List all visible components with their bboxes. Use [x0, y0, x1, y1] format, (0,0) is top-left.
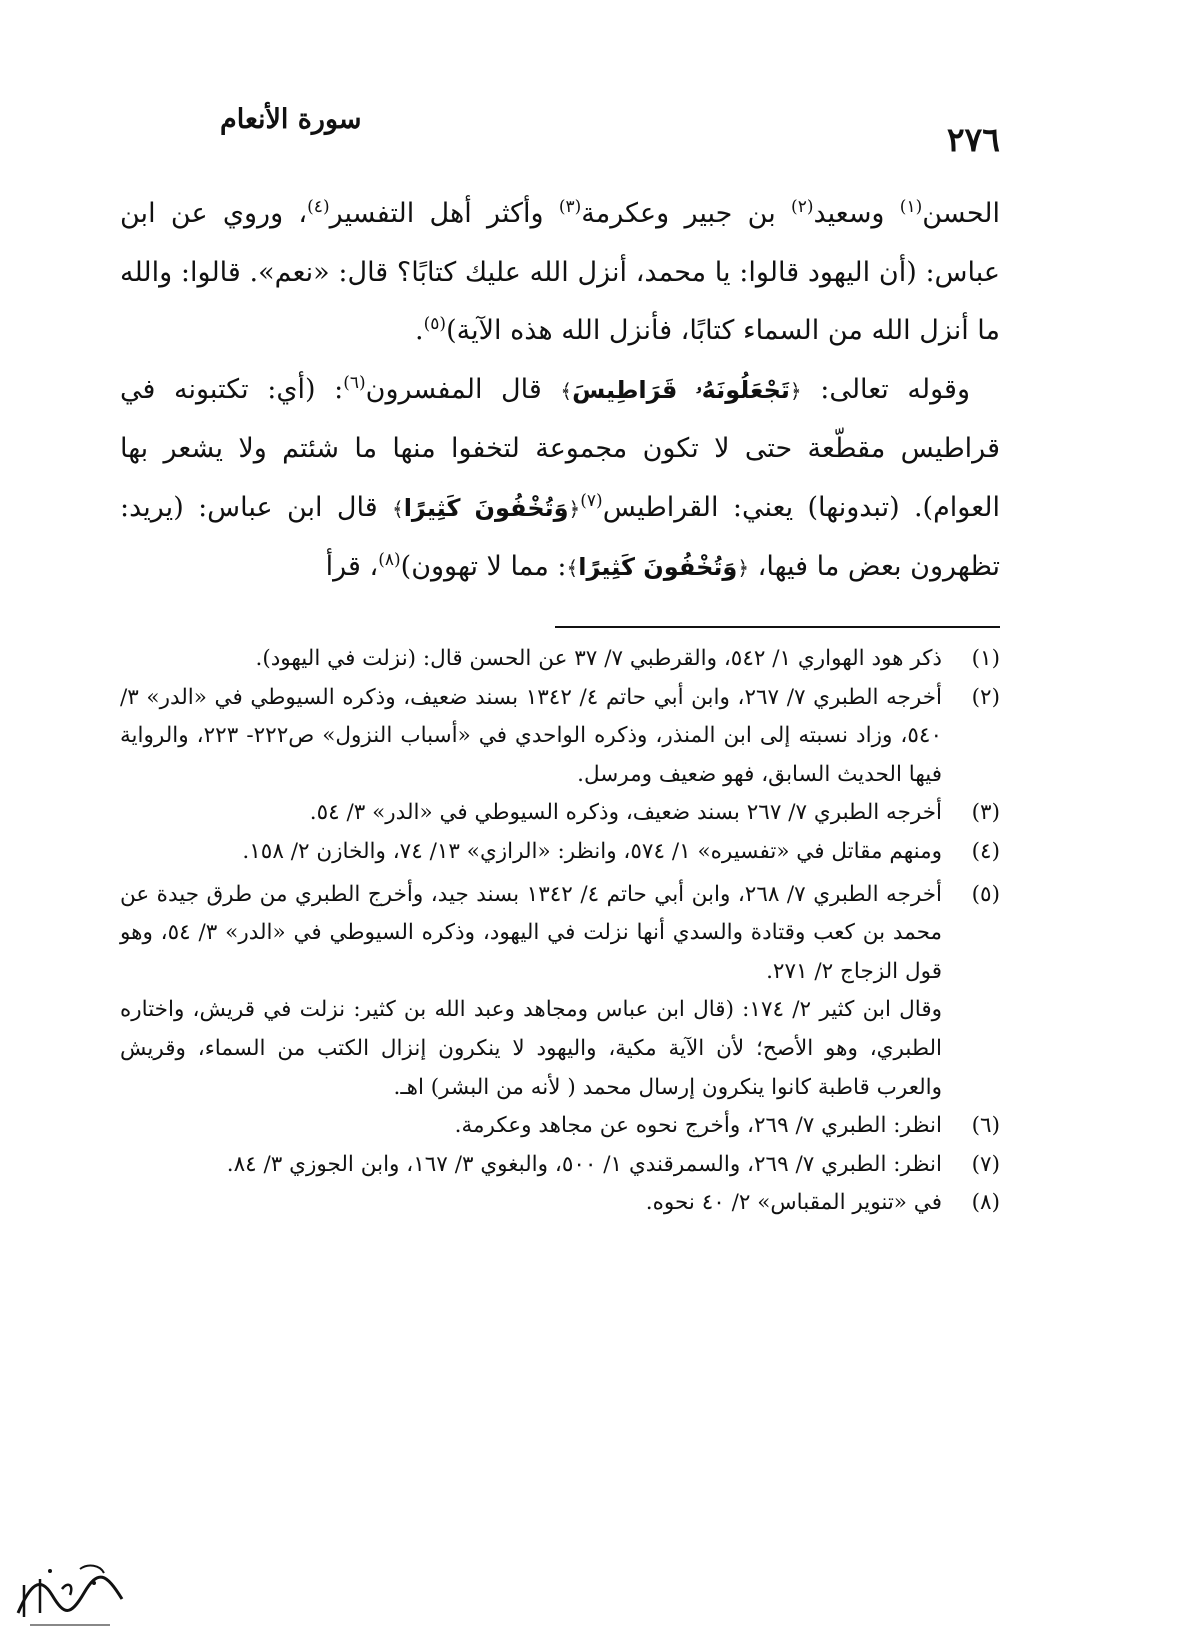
text-run: .	[415, 315, 424, 346]
footnote-text: أخرجه الطبري ٧/ ٢٦٧ بسند ضعيف، وذكره السيوطي في «الدر» ٣/ ٥٤.	[309, 800, 942, 826]
text-run: بن جبير وعكرمة	[581, 198, 792, 229]
paragraph-1	[120, 185, 1000, 361]
footnote-number: (٦)	[971, 1113, 1000, 1139]
text-run: وأكثر أهل التفسير	[329, 198, 559, 229]
footnote-number: (٧)	[971, 1151, 1000, 1177]
footnote-6	[120, 1107, 1000, 1146]
footnote-ref: (٢)	[791, 197, 814, 217]
footnote-text: أخرجه الطبري ٧/ ٢٦٧، وابن أبي حاتم ٤/ ١٣٤٢ بسند ضعيف، وذكره السيوطي في «الدر» ٣/ ٥٤٠، وزاد نسبته إلى ابن المنذر، وذكره الواحدي في «أسباب النزول» ص٢٢٢- ٢٢٣، والرواية فيها الحديث السابق، فهو ضعيف ومرسل.	[120, 684, 943, 787]
footnote-text-continued: وقال ابن كثير ٢/ ١٧٤: (قال ابن عباس ومجاهد وعبد الله بن كثير: نزلت في قريش، واختاره الطبري، وهو الأصح؛ لأن الآية مكية، واليهود لا ينكرون إنزال الكتب من السماء، وقريش والعرب قاطبة كانوا ينكرون إرسال محمد ( لأنه من البشر) اهـ.	[120, 997, 942, 1100]
footnote-ref: (٦)	[343, 372, 366, 393]
text-run: ، قرأ	[325, 551, 379, 582]
main-text	[120, 185, 1000, 598]
footnote-text: انظر: الطبري ٧/ ٢٦٩، وأخرج نحوه عن مجاهد وعكرمة.	[454, 1113, 942, 1139]
footnote-ref: (٥)	[423, 314, 447, 334]
quran-verse: تَجْعَلُونَهُۥ قَرَاطِيسَ	[572, 375, 790, 404]
footnote-ref: (٧)	[580, 490, 603, 511]
footnote-number: (٢)	[971, 684, 1000, 710]
footnote-number: (٥)	[971, 881, 1000, 907]
footnote-7	[120, 1146, 1000, 1185]
footnote-5	[120, 876, 1000, 1108]
footnote-text: أخرجه الطبري ٧/ ٢٦٨، وابن أبي حاتم ٤/ ١٣٤٢ بسند جيد، وأخرج الطبري من طرق جيدة عن محمد بن كعب وقتادة والسدي أنها نزلت في اليهود، وذكره السيوطي في «الدر» ٣/ ٥٤، وهو قول الزجاج ٢/ ٢٧١.	[120, 881, 942, 984]
quran-bracket-open: ﴿	[568, 496, 581, 521]
footnote-ref: (٨)	[378, 550, 401, 570]
footnote-number: (٨)	[971, 1190, 1000, 1216]
page-number: ٢٧٦	[946, 120, 1000, 159]
quran-bracket-open: ﴿	[789, 378, 802, 403]
text-run: ، وروي عن ابن عباس: (أن اليهود قالوا: يا محمد، أنزل الله عليك كتابًا؟ قال: «نعم». قالوا: والله ما أنزل الله من السماء كتابًا، فأنزل الله هذه الآية)	[120, 198, 1000, 346]
footnote-number: (٤)	[971, 838, 1000, 864]
footnote-text: ذكر هود الهواري ١/ ٥٤٢، والقرطبي ٧/ ٣٧ عن الحسن قال: (نزلت في اليهود).	[255, 646, 942, 671]
footnote-1	[120, 640, 1000, 679]
footnote-8	[120, 1184, 1000, 1223]
surah-title: سورة الأنعام	[220, 104, 362, 135]
text-run: قال المفسرون	[365, 373, 561, 405]
quran-verse: وَتُخْفُونَ كَثِيرًا	[578, 553, 738, 581]
quran-verse: وَتُخْفُونَ كَثِيرًا	[403, 493, 569, 522]
text-run: قال ابن عباس: (يريد: تظهرون بعض ما فيها،	[120, 491, 1000, 582]
quran-bracket-close: ﴾	[560, 378, 573, 403]
quran-bracket-close: ﴾	[566, 556, 579, 580]
footnote-ref: (٤)	[307, 197, 330, 217]
text-run: : (أي: تكتبونه في قراطيس مقطّعة حتى لا تكون مجموعة لتخفوا منها ما شئتم ولا يشعر بها العوام). (تبدونها) يعني: القراطيس	[120, 373, 1001, 523]
paragraph-2	[120, 361, 1000, 598]
footnote-ref: (٣)	[558, 197, 582, 217]
text-run: : مما لا تهوون)	[400, 551, 567, 582]
footnote-text: ومنهم مقاتل في «تفسيره» ١/ ٥٧٤، وانظر: «الرازي» ١٣/ ٧٤، والخازن ٢/ ١٥٨.	[242, 838, 942, 864]
footnote-text: في «تنوير المقباس» ٢/ ٤٠ نحوه.	[645, 1190, 942, 1216]
quran-bracket-close: ﴾	[391, 496, 404, 521]
footnote-divider	[555, 626, 1000, 628]
text-run: وسعيد	[813, 198, 900, 229]
text-run: الحسن	[922, 198, 1001, 229]
quran-bracket-open: ﴿	[737, 556, 750, 580]
footnotes	[120, 640, 1000, 1223]
footnote-2	[120, 679, 1000, 795]
footnote-number: (١)	[971, 646, 1000, 671]
text-run: وقوله تعالى:	[801, 373, 970, 405]
footnote-text: انظر: الطبري ٧/ ٢٦٩، والسمرقندي ١/ ٥٠٠، والبغوي ٣/ ١٦٧، وابن الجوزي ٣/ ٨٤.	[226, 1151, 942, 1177]
footnote-3	[120, 794, 1000, 833]
footnote-ref: (١)	[899, 197, 923, 217]
footnote-4	[120, 833, 1000, 872]
page-header	[120, 98, 1000, 158]
calligraphy-logo	[10, 1555, 130, 1633]
footnote-number: (٣)	[971, 800, 1000, 826]
